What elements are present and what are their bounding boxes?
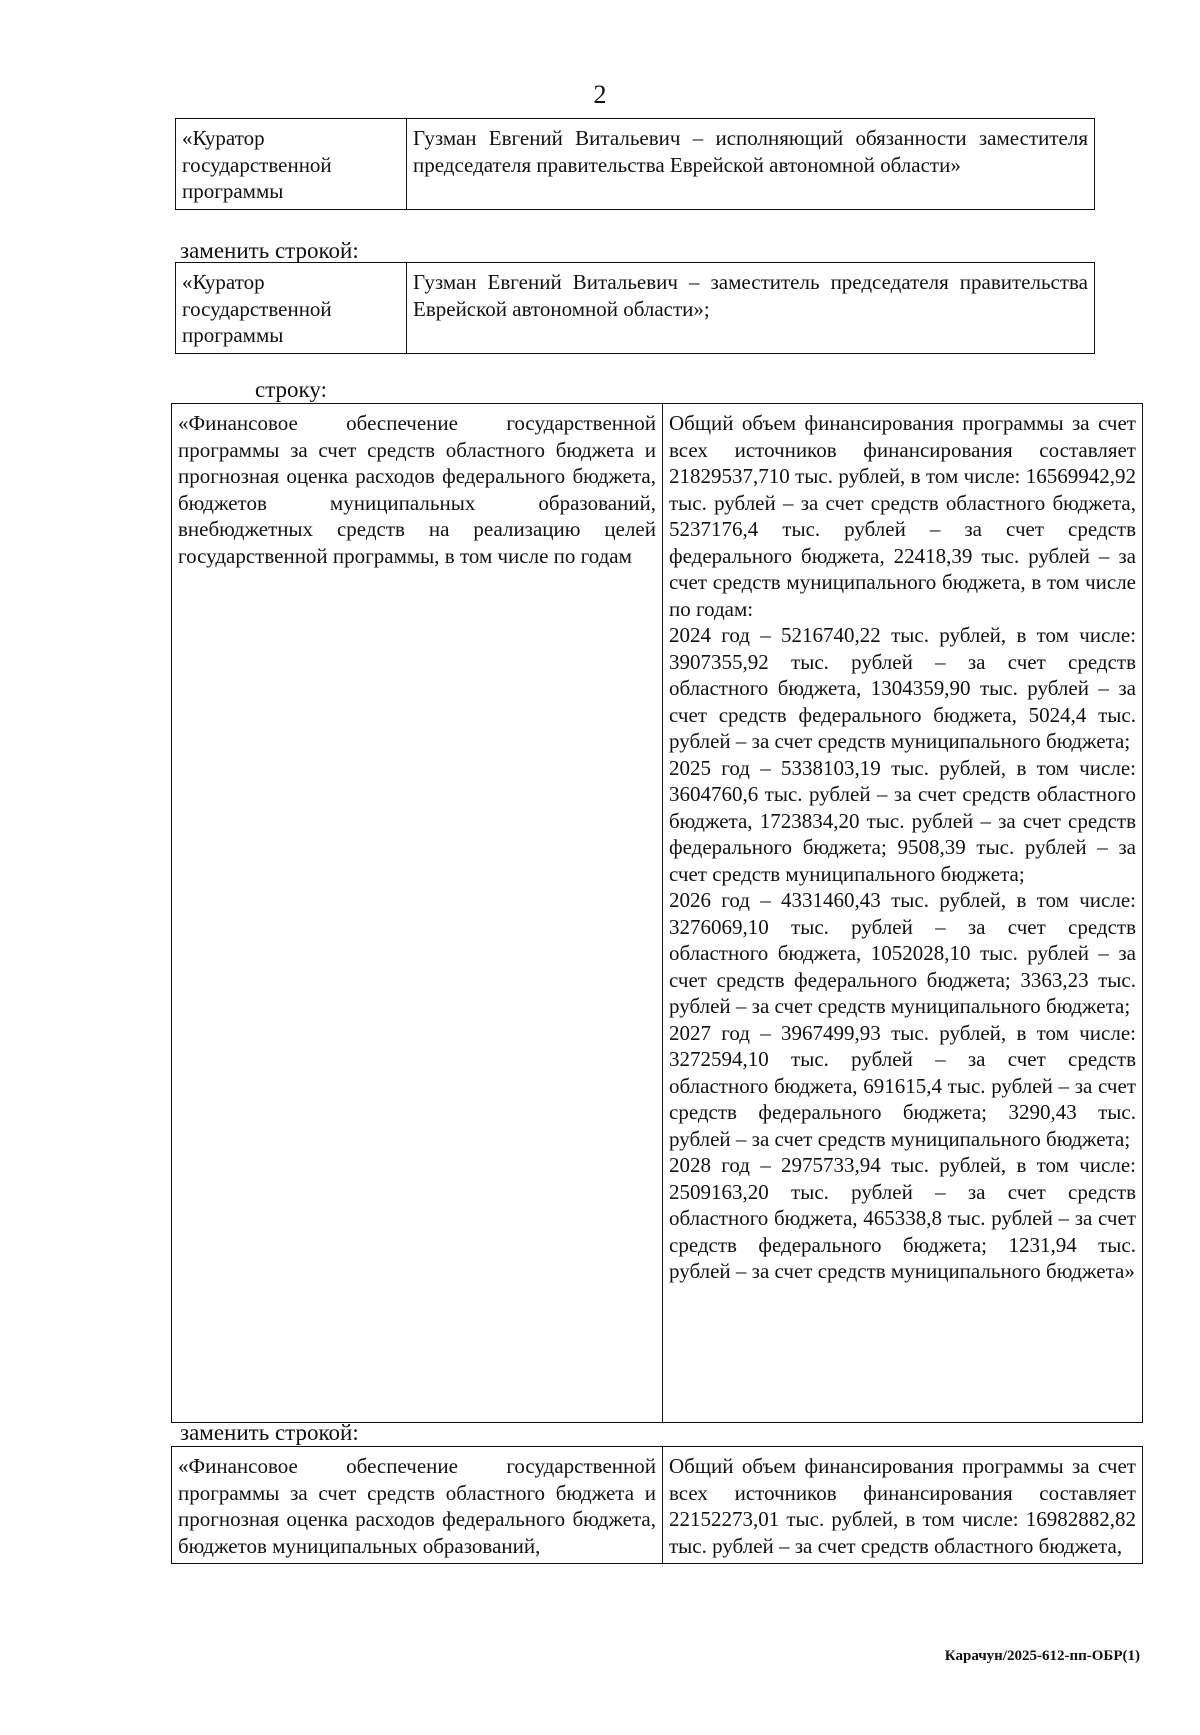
financing-year-2027: 2027 год – 3967499,93 тыс. рублей, в том числе: 3272594,10 тыс. рублей – за счет средств областного бюджета, 691615,4 тыс. рублей – за счет средств федерального бюджета; 3290,43 тыс. рублей – за счет средств муниципального бюджета;	[669, 1020, 1136, 1151]
curator-table-old	[175, 118, 1095, 210]
curator-label-cell	[176, 263, 407, 354]
financing-intro: Общий объем финансирования программы за счет всех источников финансирования составляет 21829537,710 тыс. рублей, в том числе: 16569942,92 тыс. рублей – за счет средств областного бюджета, 5237176,4 тыс. рублей – за счет средств федерального бюджета, 22418,39 тыс. рублей – за счет средств муниципального бюджета, в том числе по годам:	[669, 411, 1136, 621]
financing-value: Общий объем финансирования программы за счет всех источников финансирования составляет 22152273,01 тыс. рублей, в том числе: 16982882,82 тыс. рублей – за счет средств областного бюджета,	[669, 1454, 1136, 1558]
financing-value-cell	[663, 1447, 1143, 1564]
financing-year-2028: 2028 год – 2975733,94 тыс. рублей, в том числе: 2509163,20 тыс. рублей – за счет средств областного бюджета, 465338,8 тыс. рублей – за счет средств федерального бюджета; 1231,94 тыс. рублей – за счет средств муниципального бюджета»	[669, 1153, 1136, 1283]
curator-label-cell	[176, 119, 407, 210]
financing-table-new	[171, 1446, 1143, 1564]
financing-label: «Финансовое обеспечение государственной программы за счет средств областного бюджета и прогнозная оценка расходов федерального бюджета, бюджетов муниципальных образований, внебюджетных средств на реализацию целей государственной программы, в том числе по годам	[178, 411, 656, 568]
financing-year-2025: 2025 год – 5338103,19 тыс. рублей, в том числе: 3604760,6 тыс. рублей – за счет средств областного бюджета, 1723834,20 тыс. рублей – за счет средств федерального бюджета; 9508,39 тыс. рублей – за счет средств муниципального бюджета;	[669, 755, 1136, 886]
replace-label: заменить строкой:	[180, 238, 359, 263]
page-number: 2	[593, 80, 607, 109]
financing-year-2026: 2026 год – 4331460,43 тыс. рублей, в том числе: 3276069,10 тыс. рублей – за счет средств областного бюджета, 1052028,10 тыс. рублей – за счет средств федерального бюджета; 3363,23 тыс. рублей – за счет средств муниципального бюджета;	[669, 888, 1136, 1018]
replace-label: заменить строкой:	[180, 1420, 359, 1445]
financing-label-cell	[172, 1447, 663, 1564]
financing-value-cell	[663, 404, 1143, 1423]
curator-label: «Куратор государственной программы	[182, 270, 332, 347]
financing-table-old	[171, 403, 1143, 1423]
curator-value-cell	[407, 263, 1095, 354]
financing-year-2024: 2024 год – 5216740,22 тыс. рублей, в том числе: 3907355,92 тыс. рублей – за счет средств областного бюджета, 1304359,90 тыс. рублей – за счет средств федерального бюджета, 5024,4 тыс. рублей – за счет средств муниципального бюджета;	[669, 623, 1136, 753]
financing-label: «Финансовое обеспечение государственной программы за счет средств областного бюджета и прогнозная оценка расходов федерального бюджета, бюджетов муниципальных образований,	[178, 1454, 656, 1558]
curator-table-new	[175, 262, 1095, 354]
financing-label-cell	[172, 404, 663, 1423]
curator-value: Гузман Евгений Витальевич – исполняющий обязанности заместителя председателя правительства Еврейской автономной области»	[413, 126, 1088, 177]
curator-value: Гузман Евгений Витальевич – заместитель председателя правительства Еврейской автономной области»;	[413, 270, 1088, 321]
row-label: строку:	[255, 377, 327, 402]
document-code: Карачун/2025-612-пп-ОБР(1)	[944, 1648, 1140, 1664]
curator-label: «Куратор государственной программы	[182, 126, 332, 203]
curator-value-cell	[407, 119, 1095, 210]
